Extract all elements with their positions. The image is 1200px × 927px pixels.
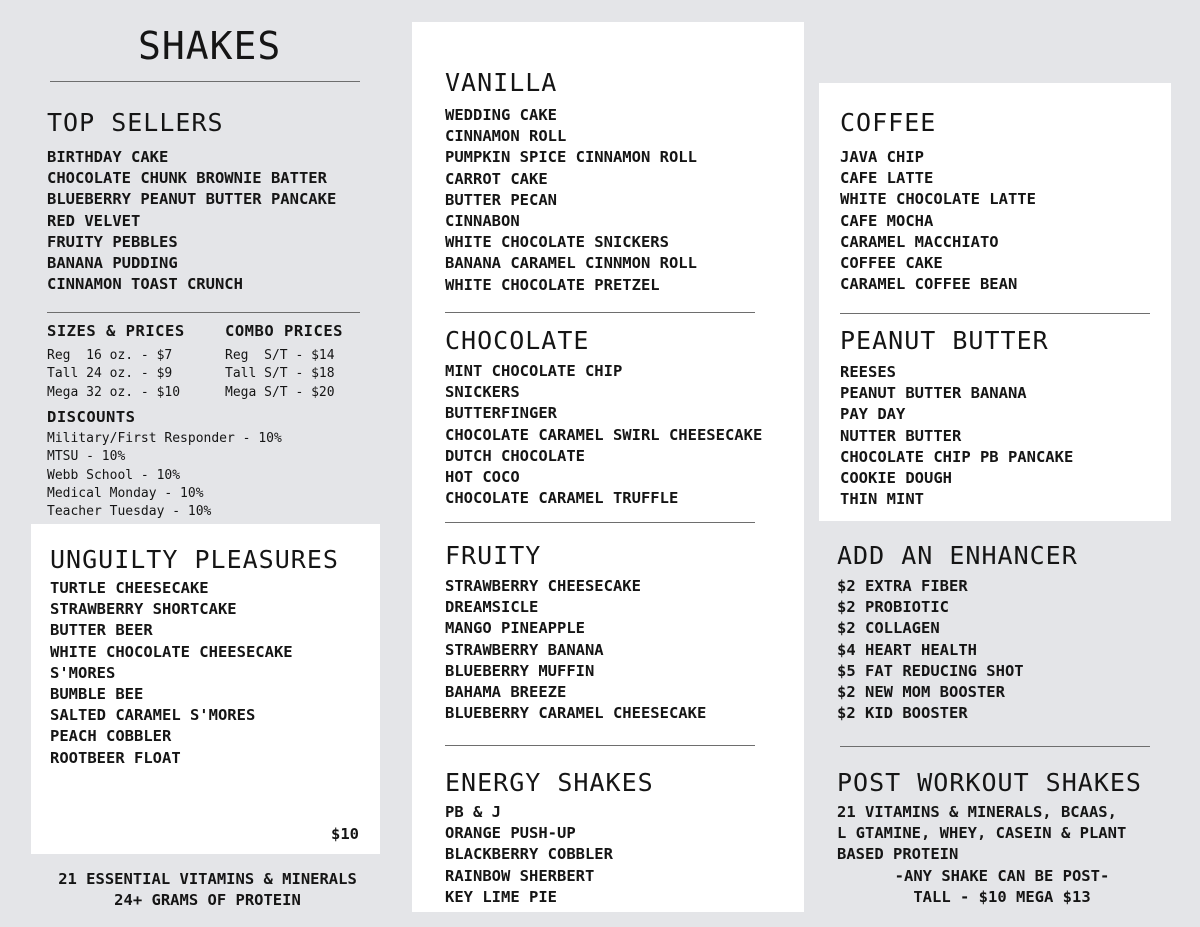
list-item: Medical Monday - 10% (47, 485, 204, 501)
divider (47, 312, 360, 313)
list-item: CARROT CAKE (445, 169, 548, 188)
list-item: CINNAMON TOAST CRUNCH (47, 275, 243, 294)
list-item: Tall 24 oz. - $9 (47, 366, 173, 382)
list-item: WHITE CHOCOLATE SNICKERS (445, 233, 669, 252)
list-item: HOT COCO (445, 468, 520, 487)
fruity-heading: FRUITY (445, 541, 542, 570)
chocolate-heading: CHOCOLATE (445, 326, 590, 355)
list-item: CHOCOLATE CHIP PB PANCAKE (840, 447, 1074, 466)
list-item: ORANGE PUSH-UP (445, 824, 576, 843)
post-workout-line: 21 VITAMINS & MINERALS, BCAAS, (837, 803, 1117, 821)
list-item: S'MORES (50, 663, 116, 682)
list-item: BANANA CARAMEL CINNMON ROLL (445, 254, 697, 273)
list-item: $5 FAT REDUCING SHOT (837, 661, 1024, 680)
list-item: PAY DAY (840, 405, 906, 424)
list-item: DREAMSICLE (445, 598, 539, 617)
list-item: CARAMEL MACCHIATO (840, 232, 999, 251)
list-item: $2 PROBIOTIC (837, 598, 949, 617)
list-item: Webb School - 10% (47, 467, 181, 483)
divider (50, 81, 360, 82)
sizes-heading: SIZES & PRICES (47, 322, 185, 340)
list-item: DUTCH CHOCOLATE (445, 446, 585, 465)
peanut-butter-heading: PEANUT BUTTER (840, 326, 1049, 355)
list-item: WHITE CHOCOLATE PRETZEL (445, 275, 660, 294)
list-item: PEANUT BUTTER BANANA (840, 384, 1027, 403)
enhancer-list (837, 576, 1024, 724)
list-item: CAFE LATTE (840, 169, 934, 188)
list-item: $2 NEW MOM BOOSTER (837, 683, 1005, 702)
list-item: Reg S/T - $14 (225, 348, 335, 363)
list-item: MINT CHOCOLATE CHIP (445, 362, 623, 380)
energy-list (445, 802, 613, 908)
unguilty-price: $10 (331, 825, 359, 843)
post-workout-note: -ANY SHAKE CAN BE POST- (894, 867, 1110, 885)
divider (445, 522, 755, 523)
list-item: $2 KID BOOSTER (837, 704, 968, 723)
list-item: BLUEBERRY PEANUT BUTTER PANCAKE (47, 190, 337, 209)
list-item: CAFE MOCHA (840, 211, 934, 230)
divider (445, 745, 755, 746)
list-item: Teacher Tuesday - 10% (47, 504, 212, 520)
list-item: COFFEE CAKE (840, 254, 943, 273)
sizes-list (47, 347, 180, 402)
list-item: RED VELVET (47, 211, 141, 230)
coffee-heading: COFFEE (840, 108, 937, 137)
list-item: Mega S/T - $20 (225, 384, 335, 400)
list-item: STRAWBERRY CHEESECAKE (445, 577, 641, 595)
list-item: TURTLE CHEESECAKE (50, 579, 209, 597)
list-item: $4 HEART HEALTH (837, 640, 977, 659)
divider (840, 746, 1150, 747)
list-item: MANGO PINEAPPLE (445, 619, 585, 638)
vanilla-list (445, 105, 697, 296)
list-item: Tall S/T - $18 (225, 366, 335, 382)
list-item: BLACKBERRY COBBLER (445, 845, 613, 864)
discounts-list (47, 430, 282, 521)
footer-protein: 24+ GRAMS OF PROTEIN (114, 891, 301, 909)
list-item: CARAMEL COFFEE BEAN (840, 275, 1018, 294)
page-title: SHAKES (138, 24, 282, 68)
list-item: PUMPKIN SPICE CINNAMON ROLL (445, 148, 697, 167)
list-item: $2 EXTRA FIBER (837, 577, 968, 595)
list-item: CHOCOLATE CARAMEL TRUFFLE (445, 489, 679, 508)
list-item: BIRTHDAY CAKE (47, 148, 169, 166)
fruity-list (445, 576, 706, 724)
list-item: Reg 16 oz. - $7 (47, 348, 173, 363)
divider (840, 313, 1150, 314)
combo-heading: COMBO PRICES (225, 322, 343, 340)
list-item: COOKIE DOUGH (840, 469, 952, 488)
list-item: WHITE CHOCOLATE CHEESECAKE (50, 642, 293, 661)
list-item: CHOCOLATE CHUNK BROWNIE BATTER (47, 169, 327, 188)
list-item: ROOTBEER FLOAT (50, 748, 181, 767)
list-item: SALTED CARAMEL S'MORES (50, 706, 256, 725)
chocolate-list (445, 361, 762, 509)
post-workout-prices: TALL - $10 MEGA $13 (913, 888, 1091, 906)
list-item: THIN MINT (840, 490, 924, 509)
list-item: STRAWBERRY BANANA (445, 640, 604, 659)
list-item: Mega 32 oz. - $10 (47, 384, 181, 400)
list-item: Military/First Responder - 10% (47, 431, 282, 446)
list-item: PEACH COBBLER (50, 727, 172, 746)
list-item: FRUITY PEBBLES (47, 232, 178, 251)
list-item: SNICKERS (445, 383, 520, 402)
discounts-heading: DISCOUNTS (47, 408, 136, 426)
list-item: PB & J (445, 803, 501, 821)
footer-vitamins: 21 ESSENTIAL VITAMINS & MINERALS (58, 870, 357, 888)
peanut-butter-list (840, 362, 1073, 510)
list-item: BANANA PUDDING (47, 254, 178, 273)
combo-list (225, 347, 335, 402)
divider (445, 312, 755, 313)
list-item: BUMBLE BEE (50, 685, 144, 704)
post-workout-line: L GTAMINE, WHEY, CASEIN & PLANT (837, 824, 1127, 842)
list-item: NUTTER BUTTER (840, 426, 962, 445)
top-sellers-heading: TOP SELLERS (47, 108, 224, 137)
top-sellers-list (47, 147, 336, 295)
list-item: CINNABON (445, 212, 520, 231)
list-item: BLUEBERRY CARAMEL CHEESECAKE (445, 704, 707, 723)
list-item: BUTTERFINGER (445, 404, 557, 423)
list-item: WHITE CHOCOLATE LATTE (840, 190, 1036, 209)
list-item: WEDDING CAKE (445, 106, 557, 124)
list-item: BLUEBERRY MUFFIN (445, 661, 595, 680)
enhancer-heading: ADD AN ENHANCER (837, 541, 1078, 570)
list-item: MTSU - 10% (47, 449, 126, 465)
energy-heading: ENERGY SHAKES (445, 768, 654, 797)
vanilla-heading: VANILLA (445, 68, 558, 97)
list-item: STRAWBERRY SHORTCAKE (50, 600, 237, 619)
post-workout-heading: POST WORKOUT SHAKES (837, 768, 1142, 797)
unguilty-heading: UNGUILTY PLEASURES (50, 545, 339, 574)
list-item: BUTTER BEER (50, 621, 153, 640)
unguilty-list (50, 578, 293, 769)
list-item: BUTTER PECAN (445, 190, 557, 209)
list-item: JAVA CHIP (840, 148, 924, 166)
list-item: RAINBOW SHERBERT (445, 866, 595, 885)
list-item: CHOCOLATE CARAMEL SWIRL CHEESECAKE (445, 425, 763, 444)
coffee-list (840, 147, 1036, 295)
list-item: KEY LIME PIE (445, 887, 557, 906)
list-item: REESES (840, 363, 896, 381)
list-item: CINNAMON ROLL (445, 127, 567, 146)
list-item: $2 COLLAGEN (837, 619, 940, 638)
post-workout-line: BASED PROTEIN (837, 845, 959, 863)
list-item: BAHAMA BREEZE (445, 683, 567, 702)
